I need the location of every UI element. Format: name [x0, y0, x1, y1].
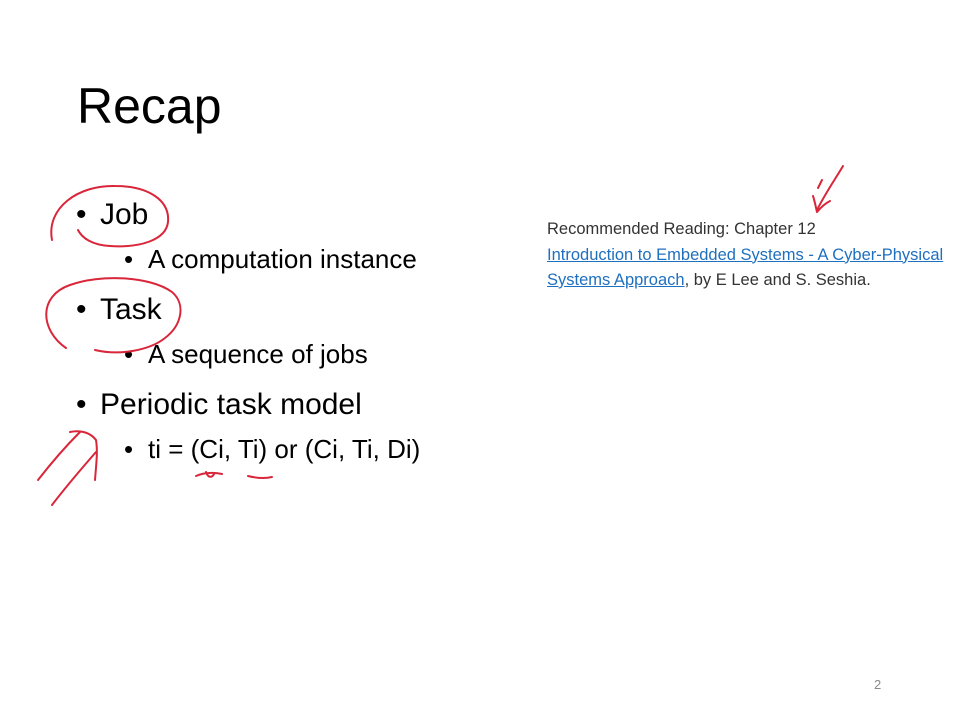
- book-link[interactable]: Introduction to Embedded Systems - A Cyber-Physical Systems Approach: [547, 245, 944, 289]
- bullet-dot: •: [76, 388, 87, 421]
- sub-bullet-task: A sequence of jobs: [148, 339, 368, 369]
- bullet-job: Job: [100, 198, 149, 231]
- recommended-reading: [547, 217, 947, 294]
- sub-bullet-task-tuple: ti = (Ci, Ti) or (Ci, Ti, Di): [148, 434, 421, 464]
- sub-bullet-dot: •: [124, 434, 134, 464]
- page-number: 2: [874, 677, 882, 692]
- bullet-dot: •: [76, 198, 87, 231]
- sub-bullet-job: A computation instance: [148, 244, 417, 274]
- sub-bullet-dot: •: [124, 244, 134, 274]
- slide-title: Recap: [77, 78, 222, 134]
- bullet-task: Task: [100, 293, 162, 326]
- bullet-periodic-task-model: Periodic task model: [100, 388, 362, 421]
- reading-suffix: , by E Lee and S. Seshia.: [684, 271, 871, 289]
- bullet-dot: •: [76, 293, 87, 326]
- reading-prefix: Recommended Reading: Chapter 12: [547, 220, 816, 238]
- sub-bullet-dot: •: [124, 339, 134, 369]
